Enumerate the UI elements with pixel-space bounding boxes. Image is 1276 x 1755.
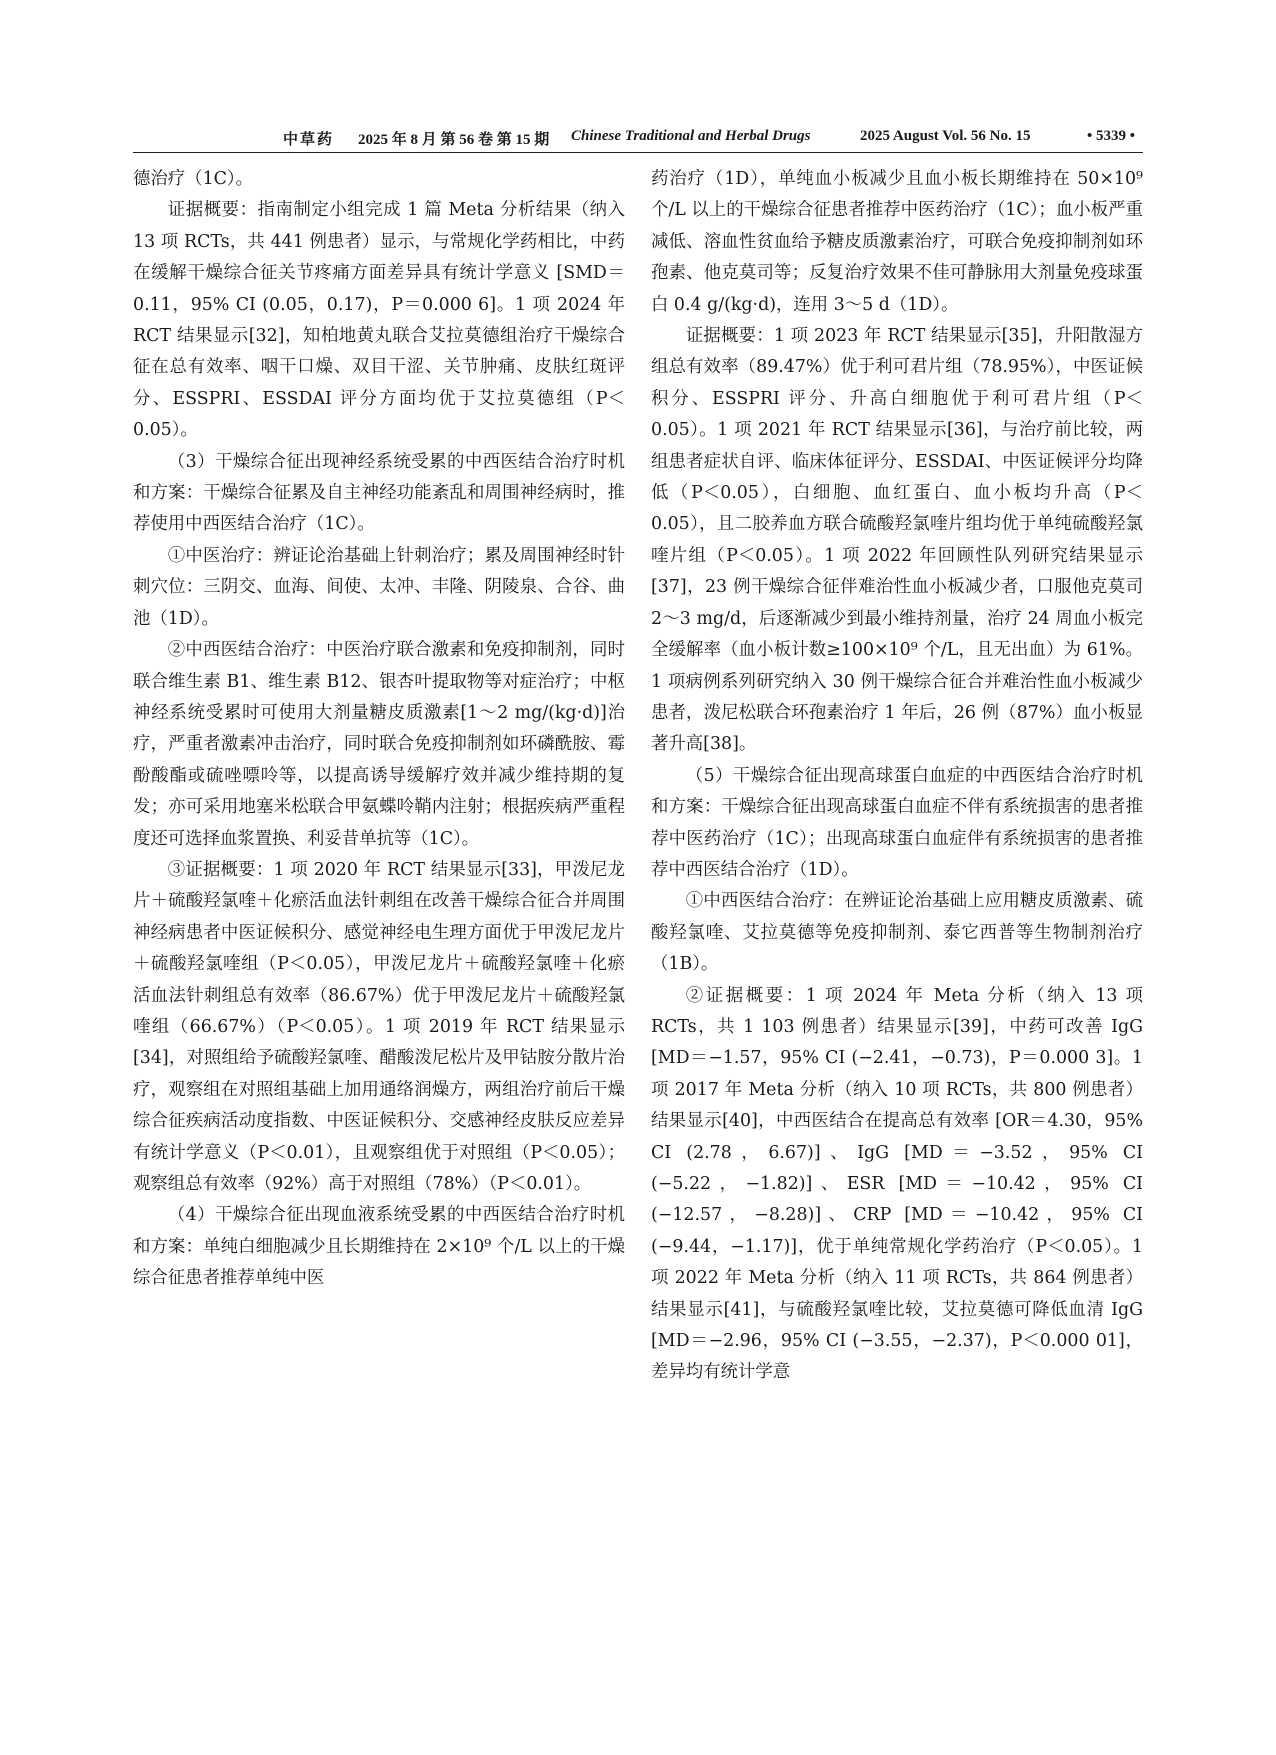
paragraph: 药治疗（1D），单纯血小板减少且血小板长期维持在 50×10⁹ 个/L 以上的干燥综合征患者推荐中医药治疗（1C）；血小板严重减低、溶血性贫血给予糖皮质激素治疗，可联合免疫抑制剂如环孢素、他克莫司等；反复治疗效果不佳可静脉用大剂量免疫球蛋白 0.4 g/(kg·d)，连用 3～5 d（1D）。	[651, 169, 1143, 315]
section-heading-paragraph: （3）干燥综合征出现神经系统受累的中西医结合治疗时机和方案：干燥综合征累及自主神经功能紊乱和周围神经病时，推荐使用中西医结合治疗（1C）。	[133, 451, 625, 535]
left-column	[133, 164, 625, 1295]
journal-name-en: Chinese Traditional and Herbal Drugs	[571, 128, 811, 144]
paragraph: ②中西医结合治疗：中医治疗联合激素和免疫抑制剂，同时联合维生素 B1、维生素 B12、银杏叶提取物等对症治疗；中枢神经系统受累时可使用大剂量糖皮质激素[1～2 mg/(kg·d)]治疗，严重者激素冲击治疗，同时联合免疫抑制剂如环磷酰胺、霉酚酸酯或硫唑嘌呤等，以提高诱导缓解疗效并减少维持期的复发；亦可采用地塞米松联合甲氨蝶呤鞘内注射；根据疾病严重程度还可选择血浆置换、利妥昔单抗等（1C）。	[133, 640, 625, 849]
issue-info-en: 2025 August Vol. 56 No. 15	[860, 128, 1031, 144]
paragraph: 证据概要：1 项 2023 年 RCT 结果显示[35]，升阳散湿方组总有效率（89.47%）优于利可君片组（78.95%），中医证候积分、ESSPRI 评分、升高白细胞优于利可君片组（P＜0.05）。1 项 2021 年 RCT 结果显示[36]，与治疗前比较，两组患者症状自评、临床体征评分、ESSDAI、中医证候评分均降低（P＜0.05），白细胞、血红蛋白、血小板均升高（P＜0.05），且二胶养血方联合硫酸羟氯喹片组均优于单纯硫酸羟氯喹片组（P＜0.05）。1 项 2022 年回顾性队列研究结果显示[37]，23 例干燥综合征伴难治性血小板减少者，口服他克莫司 2～3 mg/d，后逐渐减少到最小维持剂量，治疗 24 周血小板完全缓解率（血小板计数≥100×10⁹ 个/L，且无出血）为 61%。1 项病例系列研究纳入 30 例干燥综合征合并难治性血小板减少患者，泼尼松联合环孢素治疗 1 年后，26 例（87%）血小板显著升高[38]。	[651, 326, 1143, 755]
paragraph: ①中西医结合治疗：在辨证论治基础上应用糖皮质激素、硫酸羟氯喹、艾拉莫德等免疫抑制剂、泰它西普等生物制剂治疗（1B）。	[651, 891, 1143, 975]
paragraph: ③证据概要：1 项 2020 年 RCT 结果显示[33]，甲泼尼龙片＋硫酸羟氯喹＋化瘀活血法针刺组在改善干燥综合征合并周围神经病患者中医证候积分、感觉神经电生理方面优于甲泼尼龙片＋硫酸羟氯喹组（P＜0.05），甲泼尼龙片＋硫酸羟氯喹＋化瘀活血法针刺组总有效率（86.67%）优于甲泼尼龙片＋硫酸羟氯喹组（66.67%）（P＜0.05）。1 项 2019 年 RCT 结果显示[34]，对照组给予硫酸羟氯喹、醋酸泼尼松片及甲钴胺分散片治疗，观察组在对照组基础上加用通络润燥方，两组治疗前后干燥综合征疾病活动度指数、中医证候积分、交感神经皮肤反应差异有统计学意义（P＜0.01），且观察组优于对照组（P＜0.05）；观察组总有效率（92%）高于对照组（78%）（P＜0.01）。	[133, 859, 625, 1194]
paragraph: 德治疗（1C）。	[133, 169, 254, 189]
header-rule	[133, 152, 1143, 153]
paragraph: ②证据概要：1 项 2024 年 Meta 分析（纳入 13 项 RCTs，共 1 103 例患者）结果显示[39]，中药可改善 IgG [MD＝−1.57，95% CI (−2.41，−0.73)，P＝0.000 3]。1 项 2017 年 Meta 分析（纳入 10 项 RCTs，共 800 例患者）结果显示[40]，中西医结合在提高总有效率 [OR＝4.30，95% CI (2.78，6.67)]、IgG [MD＝−3.52，95% CI (−5.22，−1.82)]、ESR [MD＝−10.42，95% CI (−12.57，−8.28)]、CRP [MD＝−10.42，95% CI (−9.44，−1.17)]，优于单纯常规化学药治疗（P＜0.05）。1 项 2022 年 Meta 分析（纳入 11 项 RCTs，共 864 例患者）结果显示[41]，与硫酸羟氯喹比较，艾拉莫德可降低血清 IgG [MD＝−2.96，95% CI (−3.55，−2.37)，P＜0.000 01]，差异均有统计学意	[651, 985, 1143, 1383]
right-column	[651, 164, 1143, 1389]
running-header	[133, 128, 1143, 152]
paragraph: 证据概要：指南制定小组完成 1 篇 Meta 分析结果（纳入 13 项 RCTs，共 441 例患者）显示，与常规化学药相比，中药在缓解干燥综合征关节疼痛方面差异具有统计学意义 [SMD＝0.11，95% CI (0.05，0.17)，P＝0.000 6]。1 项 2024 年 RCT 结果显示[32]，知柏地黄丸联合艾拉莫德组治疗干燥综合征在总有效率、咽干口燥、双目干涩、关节肿痛、皮肤红斑评分、ESSPRI、ESSDAI 评分方面均优于艾拉莫德组（P＜0.05）。	[133, 200, 625, 441]
section-heading-paragraph: （5）干燥综合征出现高球蛋白血症的中西医结合治疗时机和方案：干燥综合征出现高球蛋白血症不伴有系统损害的患者推荐中医药治疗（1C）；出现高球蛋白血症伴有系统损害的患者推荐中西医结合治疗（1D）。	[651, 765, 1143, 880]
issue-info-cn: 2025 年 8 月 第 56 卷 第 15 期	[358, 132, 550, 148]
page-number: • 5339 •	[1086, 128, 1135, 144]
section-heading-paragraph: （4）干燥综合征出现血液系统受累的中西医结合治疗时机和方案：单纯白细胞减少且长期维持在 2×10⁹ 个/L 以上的干燥综合征患者推荐单纯中医	[133, 1205, 625, 1289]
paragraph: ①中医治疗：辨证论治基础上针刺治疗；累及周围神经时针刺穴位：三阴交、血海、间使、太冲、丰隆、阴陵泉、合谷、曲池（1D）。	[133, 545, 625, 629]
journal-name-cn: 中草药	[283, 132, 335, 148]
